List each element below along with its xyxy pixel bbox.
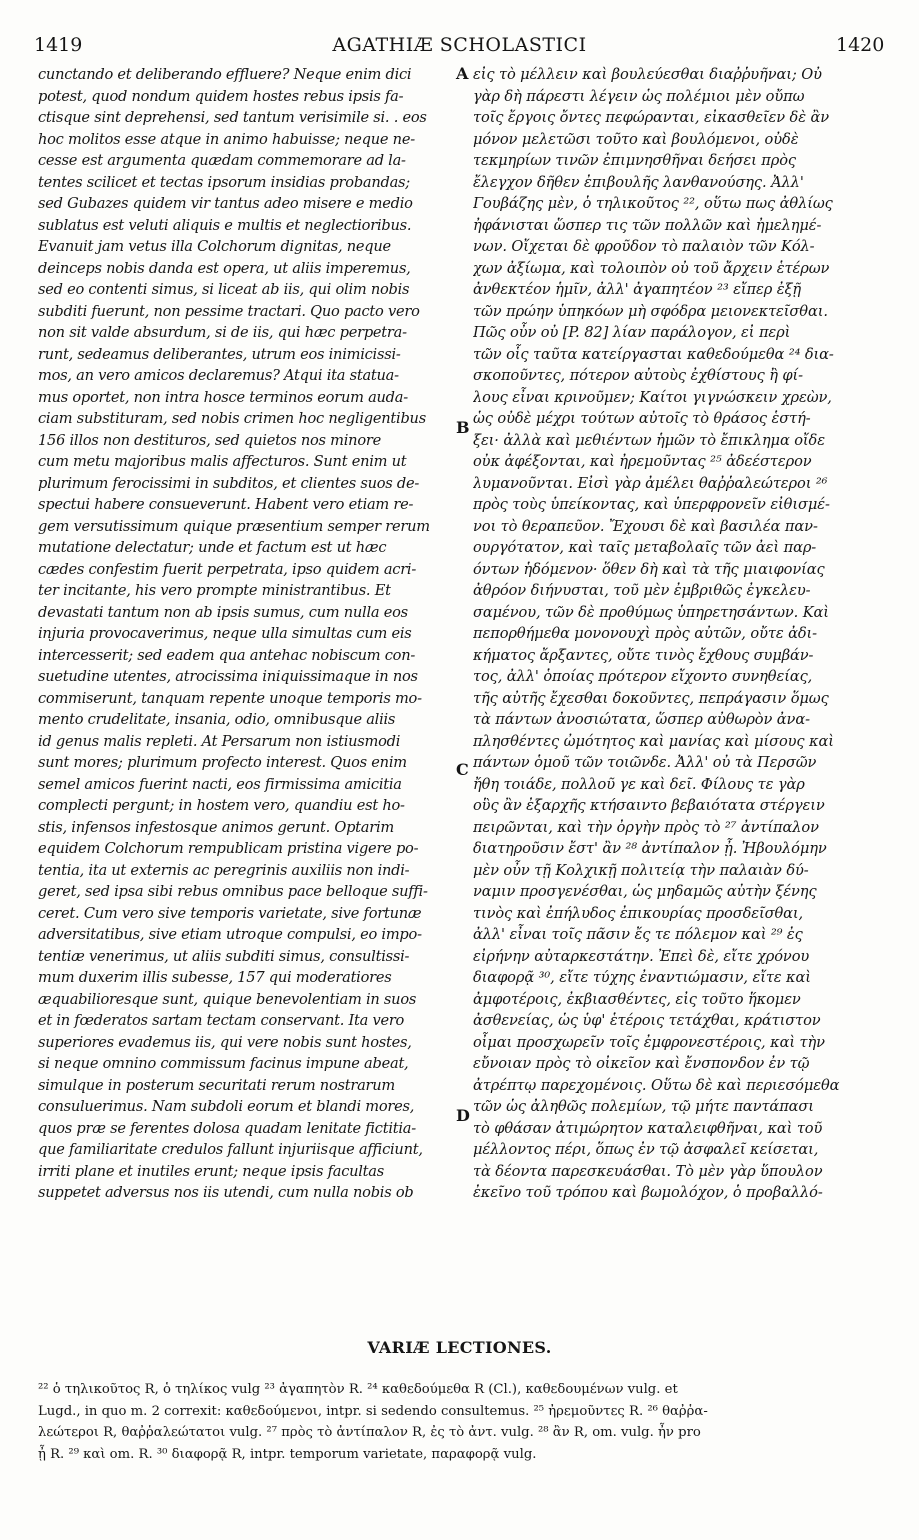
latin-text-line: sunt mores; plurimum profecto interest. Quos enim: [38, 754, 407, 771]
greek-text-line: χων ἀξίωμα, καὶ τολοιπὸν οὐ τοῦ ἄρχειν ἑτέρων: [473, 259, 830, 277]
greek-text-line: ἀσθενείας, ὡς ὑφ' ἑτέροις τετάχθαι, κράτιστον: [473, 1012, 821, 1029]
page-number-left: 1419: [34, 34, 83, 56]
latin-text-line: et in fœderatos sartam tectam conservant. Ita vero: [38, 1012, 405, 1029]
greek-text-line: γὰρ δὴ πάρεστι λέγειν ὡς πολέμιοι μὲν οὔπω: [473, 87, 805, 105]
greek-text-line: οὐκ ἀφέξονται, καὶ ἠρεμοῦντας ²⁵ ἀδεέστερον: [473, 453, 812, 470]
greek-text-line: ξει· ἀλλὰ καὶ μεθιέντων ἡμῶν τὸ ἔπικλημα οἴδε: [473, 431, 825, 449]
greek-text-line: ουργότατον, καὶ ταῖς μεταβολαῖς τῶν ἀεὶ παρ-: [473, 539, 817, 556]
greek-text-line: πεπορθήμεθα μονονουχὶ πρὸς αὐτῶν, οὔτε ἀδι-: [473, 625, 817, 642]
greek-text-line: ἀμφοτέροις, ἐκβιασθέντες, εἰς τοῦτο ἥκομεν: [473, 990, 801, 1008]
latin-text-line: potest, quod nondum quidem hostes rebus ipsis fa-: [38, 87, 404, 105]
latin-text-line: si neque omnino commissum facinus impune abeat,: [38, 1055, 409, 1072]
margin-letter-b: B: [456, 418, 470, 437]
latin-text-line: mum duxerim illis subesse, 157 qui moderatiores: [38, 969, 392, 986]
latin-text-line: simulque in posterum securitati rerum nostrarum: [38, 1076, 395, 1094]
latin-text-line: cædes confestim fuerit perpetrata, ipso quidem acri-: [38, 560, 417, 578]
greek-text-line: ἀτρέπτῳ παρεχομένοις. Οὕτω δὲ καὶ περιεσόμεθα: [473, 1076, 840, 1094]
greek-text-line: σαμένου, τῶν δὲ προθύμως ὑπηρετησάντων. Καὶ: [473, 603, 829, 621]
latin-text-line: gem versutissimum quique præsentium semper rerum: [38, 517, 430, 535]
latin-text-line: semel amicos fuerint nacti, eos firmissima amicitia: [38, 775, 402, 793]
latin-text-line: intercesserit; sed eadem qua antehac nobiscum con-: [38, 646, 416, 664]
variant-note-line: Lugd., in quo m. 2 correxit: καθεδούμενοι, intpr. si sedendo consultemus. ²⁵ ἠρεμοῦντες R. ²⁶ θαῤῥα-: [38, 1403, 708, 1419]
greek-text-line: οἶμαι προσχωρεῖν τοῖς ἐμφρονεστέροις, καὶ τὴν: [473, 1033, 825, 1051]
latin-text-line: mento crudelitate, insania, odio, omnibusque aliis: [38, 711, 396, 728]
latin-text-line: plurimum ferocissimi in subditos, et clientes suos de-: [38, 474, 420, 492]
latin-text-line: ciam substituram, sed nobis crimen hoc negligentibus: [38, 410, 426, 427]
latin-text-line: Evanuit jam vetus illa Colchorum dignitas, neque: [38, 238, 391, 255]
latin-text-line: hoc molitos esse atque in animo habuisse; neque ne-: [38, 130, 415, 148]
latin-text-line: 156 illos non destituros, sed quietos nos minore: [38, 431, 381, 449]
margin-letter-c: C: [456, 760, 469, 779]
latin-text-line: tentia, ita ut externis ac peregrinis auxiliis non indi-: [38, 861, 410, 879]
latin-text-line: mutatione delectatur; unde et factum est ut hæc: [38, 539, 387, 556]
latin-text-line: irriti plane et inutiles erunt; neque ipsis facultas: [38, 1162, 384, 1180]
latin-text-line: cesse est argumenta quædam commemorare ad la-: [38, 152, 406, 169]
greek-text-line: νων. Οἴχεται δὲ φροῦδον τὸ παλαιὸν τῶν Κόλ-: [473, 238, 815, 255]
latin-text-line: suetudine utentes, atrocissima iniquissimaque in nos: [38, 668, 418, 685]
latin-text-line: devastati tantum non ab ipsis sumus, cum nulla eos: [38, 603, 408, 621]
greek-text-line: όντων ἡδόμενον· ὅθεν δὴ καὶ τὰ τῆς μιαιφονίας: [473, 560, 825, 578]
greek-text-line: ἤθη τοιάδε, πολλοῦ γε καὶ δεῖ. Φίλους τε γὰρ: [473, 775, 805, 793]
latin-text-line: que familiaritate credulos fallunt injuriisque afficiunt,: [38, 1141, 423, 1158]
latin-text-line: superiores evademus iis, qui vere nobis sunt hostes,: [38, 1033, 412, 1051]
greek-text-line: τῶν ὡς ἀληθῶς πολεμίων, τῷ μήτε παντάπασι: [473, 1098, 814, 1115]
greek-text-line: διατηροῦσιν ἔστ' ἂν ²⁸ ἀντίπαλον ᾖ. Ἠβουλόμην: [473, 840, 827, 857]
latin-text-line: subditi fuerunt, non pessime tractari. Quo pacto vero: [38, 302, 420, 320]
greek-text-line: πρὸς τοὺς ὑπείκοντας, καὶ ὑπερφρονεῖν εἰθισμέ-: [473, 496, 830, 513]
latin-text-line: spectui habere consueverunt. Habent vero etiam re-: [38, 496, 414, 513]
greek-text-line: νοι τὸ θεραπεῦον. Ἔχουσι δὲ καὶ βασιλέα παν-: [473, 517, 818, 535]
greek-text-line: σκοποῦντες, πότερον αὐτοὺς ἐχθίστους ἢ φί-: [473, 367, 803, 384]
latin-text-line: sed eo contenti simus, si liceat ab iis, qui olim nobis: [38, 281, 410, 298]
greek-text-line: εἰρήνην αὐταρκεστάτην. Ἐπεὶ δὲ, εἴτε χρόνου: [473, 947, 810, 965]
greek-text-line: διαφορᾷ ³⁰, εἴτε τύχης ἐναντιώμασιν, εἴτε καὶ: [473, 969, 811, 986]
latin-text-line: tentiæ venerimus, ut aliis subditi simus, consultissi-: [38, 947, 410, 965]
latin-text-line: tentes scilicet et tectas ipsorum insidias probandas;: [38, 173, 410, 191]
margin-letter-a: A: [456, 64, 469, 83]
greek-text-line: εὔνοιαν πρὸς τὸ οἰκεῖον καὶ ἔνσπονδον ἐν τῷ: [473, 1055, 810, 1072]
greek-text-line: κήματος ἄρξαντες, οὔτε τινὸς ἔχθους συμβάν-: [473, 646, 814, 664]
latin-text-line: deinceps nobis danda est opera, ut aliis imperemus,: [38, 259, 411, 277]
greek-text-line: λυμανοῦνται. Εἰσὶ γὰρ ἀμέλει θαῤῥαλεώτεροι ²⁶: [473, 474, 828, 492]
latin-text-line: equidem Colchorum rempublicam pristina vigere po-: [38, 840, 419, 857]
latin-text-line: suppetet adversus nos iis utendi, cum nulla nobis ob: [38, 1184, 414, 1201]
variant-note-line: λεώτεροι R, θαῤῥαλεώτατοι vulg. ²⁷ πρὸς τὸ ἀντίπαλον R, ἐς τὸ ἀντ. vulg. ²⁸ ἂν R, om. vulg. ἦν pro: [38, 1425, 701, 1440]
greek-text-line: τος, ἀλλ' ὁποίας πρότερον εἴχοντο συνηθείας,: [473, 668, 813, 685]
greek-text-line: τινὸς καὶ ἐπήλυδος ἐπικουρίας προσδεῖσθαι,: [473, 904, 804, 922]
greek-text-line: τοῖς ἔργοις ὄντες πεφώρανται, εἰκασθεῖεν δὲ ἂν: [473, 109, 830, 126]
greek-text-line: τῶν πρώην ὑπηκόων μὴ σφόδρα μειονεκτεῖσθαι.: [473, 302, 828, 320]
greek-text-line: τῆς αὐτῆς ἔχεσθαι δοκοῦντες, πεπράγασιν ὅμως: [473, 689, 829, 707]
latin-text-line: non sit valde absurdum, si de iis, qui hæc perpetra-: [38, 324, 407, 341]
greek-text-line: πλησθέντες ὠμότητος καὶ μανίας καὶ μίσους καὶ: [473, 732, 834, 750]
latin-text-line: adversitatibus, sive etiam utroque compulsi, eo impo-: [38, 926, 422, 943]
latin-text-line: cum metu majoribus malis affecturos. Sunt enim ut: [38, 453, 407, 470]
greek-text-line: Γουβάζης μὲν, ὁ τηλικοῦτος ²², οὕτω πως ἀθλίως: [473, 195, 833, 212]
greek-text-line: πειρῶνται, καὶ τὴν ὀργὴν πρὸς τὸ ²⁷ ἀντίπαλον: [473, 818, 819, 836]
latin-text-line: runt, sedeamus deliberantes, utrum eos inimicissi-: [38, 345, 401, 363]
latin-column: [38, 64, 458, 1204]
variant-note-line: ²² ὁ τηλικοῦτος R, ὁ τηλίκος vulg ²³ ἀγαπητὸν R. ²⁴ καθεδούμεθα R (Cl.), καθεδουμένων vulg. et: [38, 1382, 678, 1397]
greek-text-line: ἔλεγχον δῆθεν ἐπιβουλῆς λανθανούσης. Ἀλλ': [473, 173, 804, 191]
latin-text-line: ter incitante, his vero prompte ministrantibus. Et: [38, 582, 391, 599]
greek-text-line: ἠφάνισται ὥσπερ τις τῶν πολλῶν καὶ ἠμελημέ-: [473, 216, 822, 234]
greek-text-line: ναμιν προσγενέσθαι, ὡς μηδαμῶς αὐτὴν ξένης: [473, 883, 817, 900]
latin-text-line: æquabilioresque sunt, quique benevolentiam in suos: [38, 990, 417, 1008]
latin-text-line: id genus malis repleti. At Persarum non istiusmodi: [38, 732, 401, 750]
latin-text-line: ctisque sint deprehensi, sed tantum verisimile si. . eos: [38, 109, 427, 126]
greek-text-line: οὓς ἂν ἐξαρχῆς κτήσαιντο βεβαιότατα στέργειν: [473, 797, 825, 814]
greek-text-line: ἀλλ' εἶναι τοῖς πᾶσιν ἔς τε πόλεμον καὶ ²⁹ ἐς: [473, 926, 803, 943]
section-title: VARIÆ LECTIONES.: [367, 1338, 552, 1357]
greek-column: [473, 64, 888, 1204]
latin-text-line: stis, infensos infestosque animos gerunt. Optarim: [38, 818, 394, 836]
greek-text-line: εἰς τὸ μέλλειν καὶ βουλεύεσθαι διαῤῥυῆναι; Οὐ: [473, 66, 822, 83]
greek-text-line: τὰ δέοντα παρεσκευάσθαι. Τὸ μὲν γὰρ ὕπουλον: [473, 1162, 823, 1180]
greek-text-line: τεκμηρίων τινῶν ἐπιμνησθῆναι δεήσει πρὸς: [473, 152, 796, 169]
greek-text-line: τῶν οἷς ταῦτα κατείργασται καθεδούμεθα ²⁴ δια-: [473, 345, 834, 363]
page-number-right: 1420: [836, 34, 885, 56]
latin-text-line: complecti pergunt; in hostem vero, quandiu est ho-: [38, 797, 405, 814]
latin-text-line: consuluerimus. Nam subdoli eorum et blandi mores,: [38, 1098, 415, 1115]
variant-note-line: ᾖ R. ²⁹ καὶ om. R. ³⁰ διαφορᾷ R, intpr. temporum varietate, παραφορᾷ vulg.: [38, 1446, 537, 1462]
latin-text-line: injuria provocaverimus, neque ulla simultas cum eis: [38, 625, 412, 642]
greek-text-line: πάντων ὁμοῦ τῶν τοιῶνδε. Ἀλλ' οὐ τὰ Περσῶν: [473, 754, 817, 771]
greek-text-line: μὲν οὖν τῇ Κολχικῇ πολιτείᾳ τὴν παλαιὰν δύ-: [473, 861, 809, 879]
latin-text-line: mos, an vero amicos declaremus? Atqui ita statua-: [38, 367, 399, 384]
latin-text-line: commiserunt, tanquam repente unoque temporis mo-: [38, 689, 422, 707]
greek-text-line: τὸ φθάσαν ἀτιμώρητον καταλειφθῆναι, καὶ τοῦ: [473, 1119, 823, 1137]
latin-text-line: ceret. Cum vero sive temporis varietate, sive fortunæ: [38, 904, 422, 922]
running-title: AGATHIÆ SCHOLASTICI: [332, 34, 587, 56]
latin-text-line: sublatus est veluti aliquis e multis et neglectioribus.: [38, 216, 412, 234]
latin-text-line: mus oportet, non intra hosce terminos eorum auda-: [38, 388, 408, 406]
latin-text-line: geret, sed ipsa sibi rebus omnibus pace belloque suffi-: [38, 883, 428, 900]
greek-text-line: ἐκεῖνο τοῦ τρόπου καὶ βωμολόχον, ὁ προβαλλό-: [473, 1184, 823, 1201]
greek-text-line: ἀνθεκτέον ἡμῖν, ἀλλ' ἀγαπητέον ²³ εἴπερ ἐξῇ: [473, 281, 802, 298]
greek-text-line: μέλλοντος πέρι, ὅπως ἐν τῷ ἀσφαλεῖ κείσεται,: [473, 1141, 819, 1158]
greek-text-line: λους εἶναι κρινοῦμεν; Καίτοι γιγνώσκειν χρεὼν,: [473, 388, 832, 406]
greek-text-line: ὡς οὐδὲ μέχρι τούτων αὐτοῖς τὸ θράσος ἑστή-: [473, 410, 811, 427]
latin-text-line: cunctando et deliberando effluere? Neque enim dici: [38, 66, 412, 83]
latin-text-line: sed Gubazes quidem vir tantus adeo misere e medio: [38, 195, 413, 212]
variant-readings: [38, 1379, 888, 1465]
latin-text-line: quos præ se ferentes dolosa quadam lenitate fictitia-: [38, 1119, 416, 1137]
greek-text-line: τὰ πάντων ἀνοσιώτατα, ὥσπερ αὐθωρὸν ἀνα-: [473, 711, 810, 728]
margin-letter-d: D: [456, 1106, 470, 1125]
page-header: [0, 34, 919, 64]
greek-text-line: Πῶς οὖν οὐ [P. 82] λίαν παράλογον, εἰ περὶ: [473, 324, 791, 341]
greek-text-line: μόνον μελετῶσι τοῦτο καὶ βουλόμενοι, οὐδὲ: [473, 130, 799, 148]
greek-text-line: ἀθρόον διήνυσται, τοῦ μὲν ἐμβριθῶς ἐγκελευ-: [473, 582, 811, 599]
